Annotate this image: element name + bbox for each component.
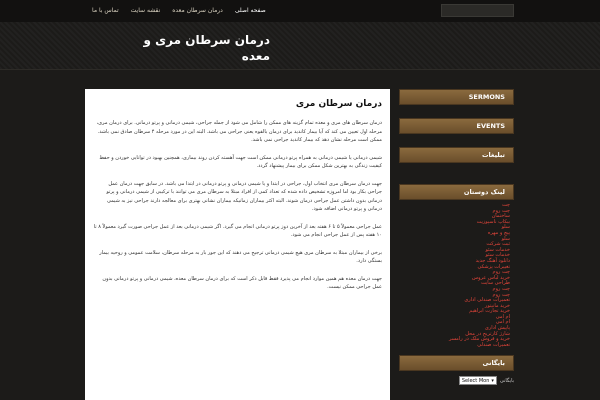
friend-link[interactable]: پیچ و مهره: [487, 229, 510, 236]
friend-link[interactable]: خرید و فروش ملک در رامسر: [448, 336, 510, 343]
friend-link[interactable]: بیکاپ ناسپوزیت: [476, 218, 510, 225]
friend-link[interactable]: دانلود آهنگ جدید: [475, 257, 510, 264]
friend-link[interactable]: پاپیش اداری: [484, 325, 510, 332]
friend-link[interactable]: خدمات سئو: [485, 252, 510, 259]
chevron-down-icon: ▾: [491, 377, 494, 384]
friend-link[interactable]: ثبت شرکت: [486, 241, 510, 248]
archive-select-value: Select Mon: [461, 377, 490, 384]
search-input[interactable]: [441, 4, 514, 17]
nav-item-contact[interactable]: تماس با ما: [92, 7, 119, 14]
post-paragraph: درمان سرطان های مری و معده تمام گزینه های ممکن را شامل می شود از جمله جراحی، شیمی درمانی و پرتو درمانی. برای درمان مری، مرحله اول تعیین می کند که آیا بیمار کاندید برای درمان بالقوه یعنی جراحی می باشد. البته این در مورد مرحله ۴ سرطان صادق نمی باشد. ممکن است مرحله نشان دهد که بیمار کاندید جراحی نمی باشد.: [96, 120, 382, 143]
friend-link[interactable]: شارژ کارتریج در محل: [465, 330, 510, 337]
sidebar: [399, 89, 514, 390]
friend-link[interactable]: ساختمان: [491, 213, 510, 220]
friend-link[interactable]: ام امی: [495, 313, 510, 320]
main-content: [85, 89, 390, 400]
friend-link[interactable]: ام امی: [495, 319, 510, 326]
friend-link[interactable]: چت روم: [492, 291, 510, 298]
archive-select[interactable]: [459, 376, 497, 385]
friend-link[interactable]: تعمیرات صندلی: [477, 341, 510, 348]
widget-body-sermons: [399, 105, 514, 118]
friend-link[interactable]: سلو: [501, 235, 510, 242]
archive-label: بایگانی: [499, 377, 514, 384]
friend-link[interactable]: تعمیرات صندلی اداری: [464, 297, 510, 304]
widget-title-sermons: SERMONS: [399, 89, 514, 105]
post-paragraph: شیمی درمانی یا شیمی درمانی به همراه پرتو درمانی ممکن است جهت آهسته کردن روند بیماری، همچنین بهبود در توانایی خوردن و حفظ کیفیت زندگی به بهترین شکل ممکن برای بیمار پیشنهاد گردد.: [99, 154, 382, 169]
widget-body-events: [399, 134, 514, 147]
widget-title-ads: تبلیغات: [399, 147, 514, 163]
widget-title-archive: بایگانی: [399, 355, 514, 371]
widget-title-friends: لینک دوستان: [399, 184, 514, 200]
friend-link[interactable]: طراحی سایت: [481, 280, 510, 287]
widget-body-friends: [399, 200, 514, 351]
site-header: [0, 22, 600, 70]
post-paragraph: جهت درمان معده هم همین موارد انجام می پذیرد فقط قابل ذکر است که برای درمان سرطان معده، شیمی درمانی و پرتو درمانی بدون عمل جراحی ممکن نیست.: [102, 275, 382, 290]
post-paragraph: جهت درمان سرطان مری انتخاب اول، جراحی در ابتدا و یا شیمی درمانی و پرتو درمانی در ابتدا می باشد. در سابق جهت درمان عمل جراحی بکار بود اما امروزه تشخیص داده شده که تعداد کمی از افراد مبتلا به سرطان مری می توانند با ترکیبی از شیمی درمانی و پرتو درمانی بدون داشتن عمل جراحی درمان شوند. البته اکثر بیماران زمانیکه بیماران نشانی بهتری برای معالجه دارند جراحی نیز به شیمی درمانی و پرتو درمانی اضافه شود.: [106, 180, 382, 212]
friend-link[interactable]: چت روم: [492, 269, 510, 276]
main-nav: [86, 3, 272, 19]
friend-link[interactable]: خرید لباس عروس: [472, 274, 510, 281]
friend-link[interactable]: چت روم: [492, 207, 510, 214]
nav-item-stomach-cancer[interactable]: درمان سرطان معده: [172, 7, 223, 14]
friend-link[interactable]: خرید مانیتور: [484, 302, 510, 309]
post-paragraph: برخی از بیماران مبتلا به سرطان مری هیچ شیمی درمانی ترجیح می دهند که این جور بار به مرحله سرطان، سلامت عمومی و روحیه بیمار بستگی دارد.: [99, 249, 382, 264]
post-title[interactable]: درمان سرطان مری: [295, 99, 382, 109]
friend-link[interactable]: خرید تجارت ابراهیم: [469, 308, 510, 315]
nav-item-home[interactable]: صفحه اصلی: [234, 7, 266, 14]
site-title[interactable]: درمان سرطان مری و معده: [143, 33, 270, 63]
friend-link[interactable]: خدمات سئو: [485, 246, 510, 253]
widget-body-ads: [399, 163, 514, 184]
nav-item-sitemap[interactable]: نقشه سایت: [130, 7, 161, 14]
friend-links-list: [399, 200, 514, 351]
archive-row: [399, 371, 514, 390]
widget-body-archive: [399, 371, 514, 390]
friend-link[interactable]: چت: [501, 202, 510, 208]
post-paragraph: عمل جراحی معمولاً ۵ تا ۶ هفته بعد از آخرین دوز پرتو درمانی انجام می گیرد. اگر شیمی درمانی بعد از عمل جراحی صورت گیرد معمولاً ۸ تا ۱۰ هفته پس از عمل جراحی انجام می شود.: [93, 223, 382, 238]
friend-link[interactable]: تغییرات پزشکی: [477, 263, 510, 270]
top-bar: [0, 0, 600, 22]
widget-title-events: EVENTS: [399, 118, 514, 134]
friend-link[interactable]: سلو: [501, 224, 510, 231]
friend-link[interactable]: چت روم: [492, 285, 510, 292]
